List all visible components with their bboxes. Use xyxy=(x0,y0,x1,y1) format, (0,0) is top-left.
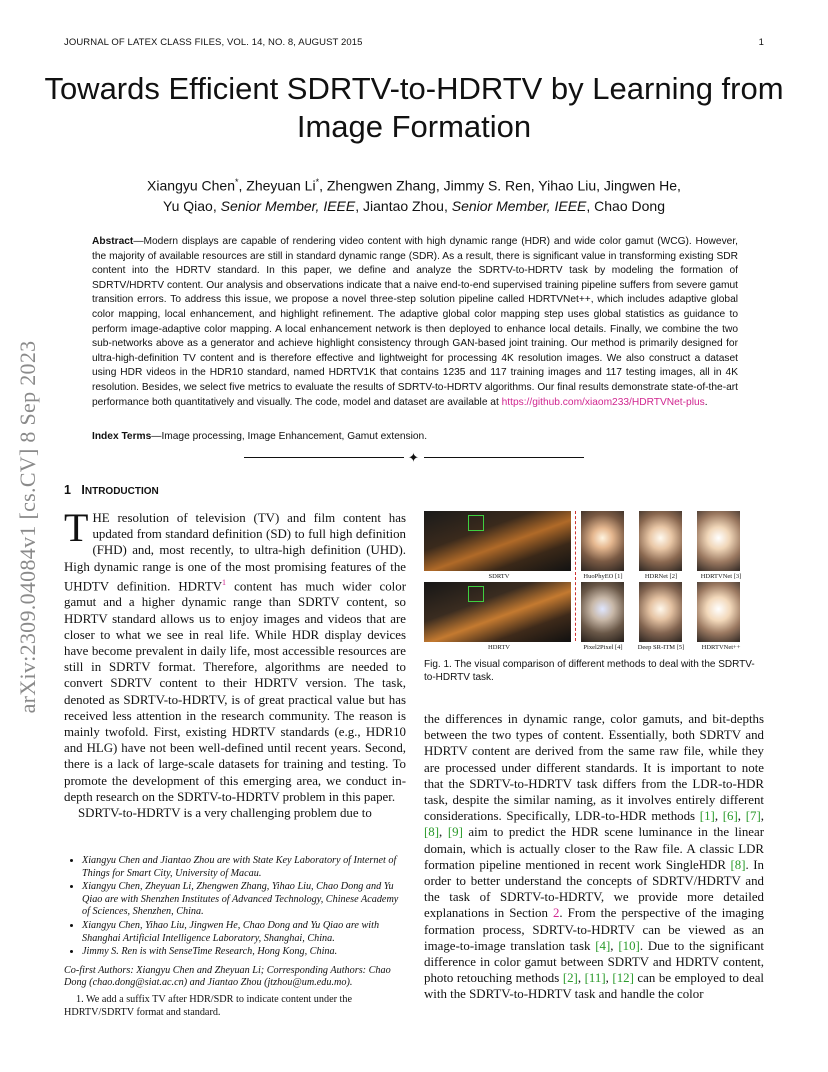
citation[interactable]: [10] xyxy=(618,938,640,953)
cofirst-note: Co-first Authors: Xiangyu Chen and Zheyuan Li; Corresponding Authors: Chao Dong (chao.dong@siat.ac.cn) and Jiantao Zhou (jtzhou@um.edu.mo). xyxy=(64,964,391,989)
citation[interactable]: [1] xyxy=(699,809,715,824)
figure-label: SDRTV xyxy=(488,573,510,580)
affiliation-item: • Xiangyu Chen, Zheyuan Li, Zhengwen Zhang, Yihao Liu, Chao Dong and Yu Qiao are with Shenzhen Institutes of Advanced Technology, Chinese Academy of Sciences, Shenzhen, China. xyxy=(82,881,406,919)
abstract-text: —Modern displays are capable of rendering video content with high dynamic range (HDR) and wide color gamut (WCG). However, the majority of available resources are still in standard dynamic range (SDR). As a result, there is significant value in transforming existing SDR content into the HDRTV standard. In this paper, we define and analyze the SDRTV-to-HDRTV task by modeling the formation of SDRTV/HDRTV content. Our analysis and observations indicate that a naive end-to-end supervised training pipeline suffers from severe gamut transition errors. To address this issue, we propose a novel three-step solution pipeline called HDRTVNet++, which includes adaptive global color mapping, local enhancement, and highlight refinement. The adaptive global color mapping step uses global statistics as guidance to perform image-adaptive color mapping. A local enhancement network is then deployed to enhance local details. Finally, we combine the two sub-networks above as a generator and achieve highlight consistency through GAN-based joint training. Our method is primarily designed for ultra-high-definition TV content and is therefore effective and lightweight for processing 4K resolution images. We also construct a dataset using HDR videos in the HDR10 standard, named HDRTV1K that contains 1235 and 117 training images and 117 testing images, all in 4K resolution. Besides, we select five metrics to evaluate the results of SDRTV-to-HDRTV algorithms. Our final results demonstrate state-of-the-art performance both quantitatively and visually. The code, model and dataset are available at xyxy=(92,236,738,408)
abstract: Abstract—Modern displays are capable of rendering video content with high dynamic range (HDR) and wide color gamut (WCG). However, the majority of available resources are still in standard dynamic range (SDR). As a result, there is significant value in transforming existing SDR content into the HDRTV standard. In this paper, we define and analyze the SDRTV-to-HDRTV task by modeling the formation of SDRTV/HDRTV content. Our analysis and observations indicate that a naive end-to-end supervised training pipeline suffers from severe gamut transition errors. To address this issue, we propose a novel three-step solution pipeline called HDRTVNet++, which includes adaptive global color mapping, local enhancement, and highlight refinement. The adaptive global color mapping step uses global statistics as guidance to perform image-adaptive color mapping. A local enhancement network is then deployed to enhance local details. Finally, we combine the two sub-networks above as a generator and achieve highlight consistency through GAN-based joint training. Our method is primarily designed for ultra-high-definition TV content and is therefore effective and lightweight for processing 4K resolution images. We also construct a dataset using HDR videos in the HDR10 standard, named HDRTV1K that contains 1235 and 117 training images and 117 testing images, all in 4K resolution. Besides, we select five metrics to evaluate the results of SDRTV-to-HDRTV algorithms. Our final results demonstrate state-of-the-art performance both quantitatively and visually. The code, model and dataset are available at https://github.com/xiaom233/HDRTVNet-plus. xyxy=(92,236,738,408)
hdrtvnet-plus-image xyxy=(697,582,740,642)
footnotes xyxy=(64,855,406,1019)
figure-label: Deep SR-ITM [5] xyxy=(637,644,685,651)
index-terms-label: Index Terms xyxy=(92,431,152,442)
divider-line-right xyxy=(424,457,584,458)
journal-name: JOURNAL OF LATEX CLASS FILES, VOL. 14, NO. 8, AUGUST 2015 xyxy=(64,37,363,48)
zoom-box-marker xyxy=(468,515,484,531)
hdrtvnet-image xyxy=(697,511,740,571)
figure-label: HDRTVNet++ xyxy=(701,644,741,651)
left-column xyxy=(64,505,407,821)
right-column xyxy=(424,711,764,1003)
section-heading: 1 INTRODUCTION xyxy=(64,483,159,497)
footnote-1: 1. We add a suffix TV after HDR/SDR to indicate content under the HDRTV/SDRTV format and standard. xyxy=(64,993,352,1018)
intro-paragraph-continued: the differences in dynamic range, color gamuts, and bit-depths between the two types of content. Essentially, both SDRTV and HDRTV content are derived from the same raw file, while they are processed under different standards. It is important to note that the SDRTV-to-HDRTV task differs from the LDR-to-HDR task, despite the similar naming, as it involves entirely different considerations. Specifically, LDR-to-HDR methods [1], [6], [7], [8], [9] aim to predict the HDR scene luminance in the linear domain, which is actually closer to the Raw file. A classic LDR formation pipeline mentioned in recent work SingleHDR [8]. In order to better understand the concepts of SDRTV/HDRTV and the task of SDRTV-to-HDRTV, we provide more detailed explanations in Section 2. From the perspective of the imaging formation process, SDRTV-to-HDRTV can be viewed as an image-to-image translation task [4], [10]. Due to the significant difference in color gamut between SDRTV and HDRTV content, photo retouching methods [2], [11], [12] can be employed to deal with the SDRTV-to-HDRTV task and handle the color xyxy=(424,712,765,1002)
huophyeo-image xyxy=(581,511,624,571)
index-terms-text: —Image processing, Image Enhancement, Gamut extension. xyxy=(151,431,428,442)
footnote-marker[interactable]: 1 xyxy=(222,577,227,587)
citation[interactable]: [4] xyxy=(595,938,611,953)
citation[interactable]: [12] xyxy=(612,971,634,986)
sdrtv-image xyxy=(424,511,571,571)
hdrnet-image xyxy=(639,511,682,571)
figure-label: Pixel2Pixel [4] xyxy=(583,644,623,651)
citation[interactable]: [8] xyxy=(730,857,746,872)
abstract-label: Abstract xyxy=(92,236,134,247)
hdrtv-image xyxy=(424,582,571,642)
page-number: 1 xyxy=(758,37,764,48)
citation[interactable]: [11] xyxy=(584,971,606,986)
diamond-icon: ✦ xyxy=(408,450,419,465)
citation[interactable]: [7] xyxy=(745,809,761,824)
zoom-box-marker xyxy=(468,586,484,602)
citation[interactable]: [6] xyxy=(722,809,738,824)
figure-label: HuoPhyEO [1] xyxy=(583,573,623,580)
affiliation-item: • Xiangyu Chen, Yihao Liu, Jingwen He, Chao Dong and Yu Qiao are with Shanghai Artificial Intelligence Laboratory, Shanghai, China. xyxy=(82,920,406,945)
affiliation-item: • Xiangyu Chen and Jiantao Zhou are with State Key Laboratory of Internet of Things for Smart City, University of Macau. xyxy=(82,855,406,880)
affiliation-item: • Jimmy S. Ren is with SenseTime Research, Hong Kong, China. xyxy=(82,946,406,959)
author-list xyxy=(60,172,768,216)
figure-label: HDRNet [2] xyxy=(644,573,678,580)
deep-sr-itm-image xyxy=(639,582,682,642)
section-number: 1 xyxy=(64,483,71,497)
intro-paragraph-2: SDRTV-to-HDRTV is a very challenging problem due to xyxy=(78,805,372,820)
code-link[interactable]: https://github.com/xiaom233/HDRTVNet-plus xyxy=(501,396,705,408)
pixel2pixel-image xyxy=(581,582,624,642)
running-head xyxy=(64,37,764,48)
paper-title: Towards Efficient SDRTV-to-HDRTV by Learning from Image Formation xyxy=(44,71,784,144)
figure-label: HDRTV xyxy=(488,644,510,651)
author-line-2: Yu Qiao, Senior Member, IEEE, Jiantao Zhou, Senior Member, IEEE, Chao Dong xyxy=(163,197,665,214)
drop-cap: T xyxy=(64,505,89,550)
divider-line-left xyxy=(244,457,404,458)
figure-1 xyxy=(424,511,764,653)
author-line-1: Xiangyu Chen*, Zheyuan Li*, Zhengwen Zhang, Jimmy S. Ren, Yihao Liu, Jingwen He, xyxy=(147,177,681,194)
citation[interactable]: [9] xyxy=(447,825,463,840)
figure-caption: Fig. 1. The visual comparison of different methods to deal with the SDRTV-to-HDRTV task. xyxy=(424,659,755,683)
citation[interactable]: [2] xyxy=(562,971,578,986)
section-reference[interactable]: 2 xyxy=(552,906,560,921)
index-terms xyxy=(92,431,738,442)
citation[interactable]: [8] xyxy=(424,825,440,840)
intro-paragraph-1: THE resolution of television (TV) and film content has updated from standard definition (SD) to full high definition (FHD) and, most recently, to ultra-high definition (UHD). High dynamic range is one of the most promising features of the UHDTV definition. HDRTV$^1$ content has much wider color gamut and a higher dynamic range than SDRTV content, so HDRTV standard allows us to enjoy images and videos that are closer to what we see in real life. While HDR display devices have become prevalent in daily life, most accessible resources are still in SDRTV format. Therefore, algorithms are needed to convert SDRTV content to their HDRTV version. The task, denoted as SDRTV-to-HDRTV, is of great practical value but has received less attention in the research community. The reason is mainly twofold. First, existing HDRTV standards (e.g., HDR10 and HLG) have not been well-defined until recent years. Second, there is a lack of large-scale datasets for training and testing. To promote the development of this emerging area, we conduct in-depth research on the SDRTV-to-HDRTV problem in this paper. xyxy=(64,505,407,804)
affiliation-list xyxy=(64,855,406,959)
section-divider xyxy=(244,451,584,465)
figure-label: HDRTVNet [3] xyxy=(700,573,742,580)
arxiv-stamp: arXiv:2309.04084v1 [cs.CV] 8 Sep 2023 xyxy=(15,340,40,714)
